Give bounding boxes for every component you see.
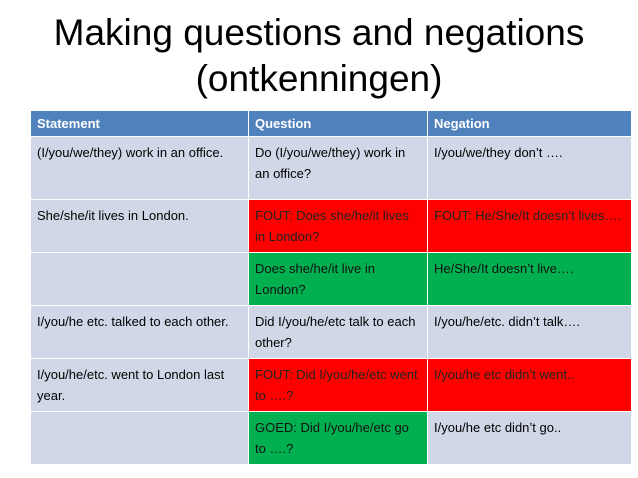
slide-title [0,10,638,102]
question-wrong-cell: FOUT: Did I/you/he/etc went to ….? [249,359,427,411]
statement-cell [31,412,248,464]
grammar-table [30,110,632,465]
question-correct-cell: Does she/he/it live in London? [249,253,427,305]
table-row [31,200,631,252]
question-cell: Do (I/you/we/they) work in an office? [249,137,427,199]
question-correct-cell: GOED: Did I/you/he/etc go to ….? [249,412,427,464]
header-statement: Statement [31,111,248,136]
negation-cell: I/you/he etc didn’t go.. [428,412,631,464]
negation-correct-cell: He/She/It doesn’t live…. [428,253,631,305]
header-negation: Negation [428,111,631,136]
negation-wrong-cell: FOUT: He/She/It doesn’t lives…. [428,200,631,252]
statement-cell: I/you/he/etc. went to London last year. [31,359,248,411]
statement-cell: She/she/it lives in London. [31,200,248,252]
table-row [31,412,631,464]
statement-cell: I/you/he etc. talked to each other. [31,306,248,358]
table-row [31,359,631,411]
negation-cell: I/you/he/etc. didn’t talk…. [428,306,631,358]
title-line-2: (ontkenningen) [195,58,443,99]
table-row [31,253,631,305]
statement-cell [31,253,248,305]
title-line-1: Making questions and negations [53,12,585,53]
table-row [31,306,631,358]
statement-cell: (I/you/we/they) work in an office. [31,137,248,199]
header-question: Question [249,111,427,136]
question-wrong-cell: FOUT: Does she/he/it lives in London? [249,200,427,252]
table-row [31,137,631,199]
negation-cell: I/you/we/they don’t …. [428,137,631,199]
question-cell: Did I/you/he/etc talk to each other? [249,306,427,358]
header-row [31,111,631,136]
negation-wrong-cell: I/you/he etc didn’t went.. [428,359,631,411]
